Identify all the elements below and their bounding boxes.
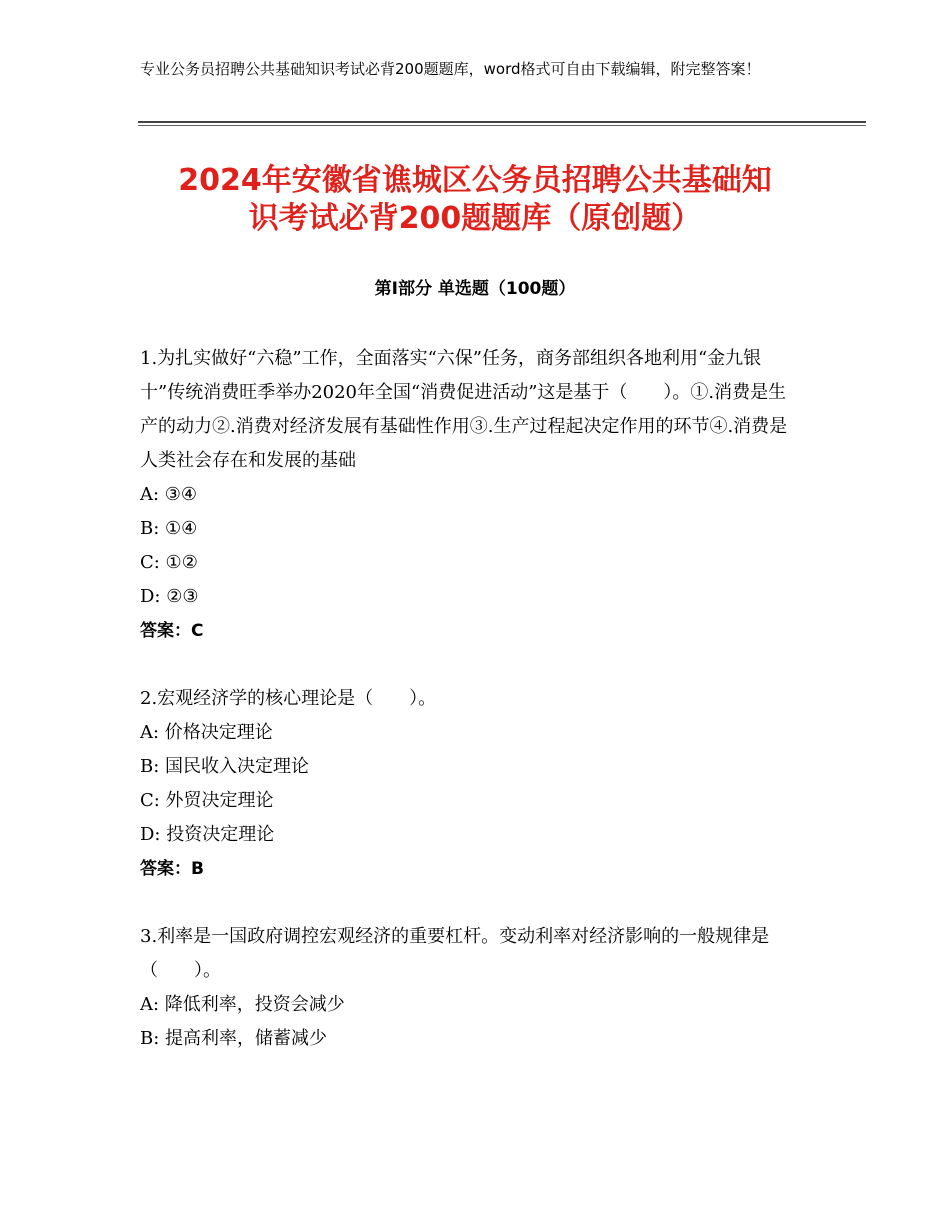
question-list (140, 342, 800, 1090)
header-rule-thin (138, 125, 866, 126)
document-title-line-2: 识考试必背200题题库（原创题） (248, 201, 702, 236)
question-2-option-d: D: 投资决定理论 (140, 824, 275, 845)
header-note: 专业公务员招聘公共基础知识考试必背200题题库，word格式可自由下载编辑，附完整答案！ (140, 60, 761, 78)
question-1-option-c: C: ①② (140, 552, 198, 573)
section-title: 第Ⅰ部分 单选题（100题） (374, 279, 576, 299)
question-3-option-a: A: 降低利率，投资会减少 (140, 994, 345, 1015)
document-title-line-1: 2024年安徽省谯城区公务员招聘公共基础知 (178, 163, 772, 198)
question-2-option-b: B: 国民收入决定理论 (140, 756, 310, 777)
header-rule-thick (138, 121, 866, 123)
question-3 (140, 920, 800, 1056)
question-1-option-d: D: ②③ (140, 586, 199, 607)
question-2-option-c: C: 外贸决定理论 (140, 790, 274, 811)
question-2-answer: 答案：B (140, 859, 204, 879)
question-3-stem: 3.利率是一国政府调控宏观经济的重要杠杆。变动利率对经济影响的一般规律是（ ）。 (140, 926, 770, 981)
document-title (110, 162, 840, 238)
question-2-option-a: A: 价格决定理论 (140, 722, 273, 743)
question-1 (140, 342, 800, 648)
question-2-stem: 2.宏观经济学的核心理论是（ ）。 (140, 688, 437, 709)
question-3-option-b: B: 提高利率，储蓄减少 (140, 1028, 328, 1049)
question-1-stem: 1.为扎实做好“六稳”工作，全面落实“六保”任务，商务部组织各地利用“金九银十”传统消费旺季举办2020年全国“消费促进活动”这是基于（ ）。①.消费是生产的动力②.消费对经济发展有基础性作用③.生产过程起决定作用的环节④.消费是人类社会存在和发展的基础 (140, 348, 788, 471)
question-2 (140, 682, 800, 886)
question-1-answer: 答案：C (140, 621, 204, 641)
question-1-option-a: A: ③④ (140, 484, 198, 505)
question-1-option-b: B: ①④ (140, 518, 198, 539)
